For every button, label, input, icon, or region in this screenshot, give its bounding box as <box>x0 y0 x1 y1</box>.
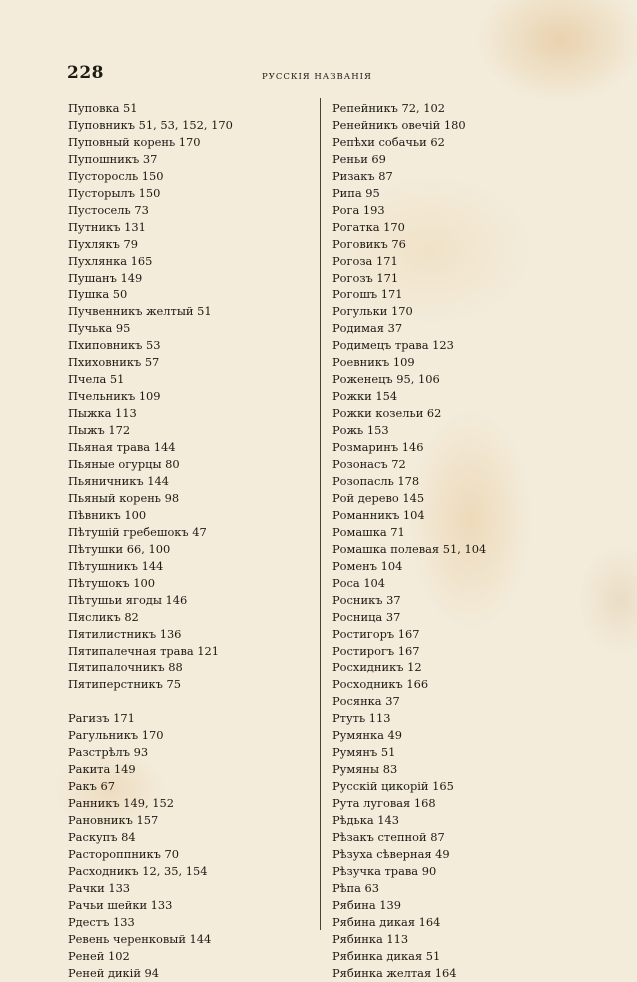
index-entry: Росникъ 37 <box>332 592 401 607</box>
section-gap <box>68 693 233 710</box>
index-entry: Румянка 49 <box>332 728 403 743</box>
index-entry: Рожки 154 <box>332 389 398 404</box>
index-entry: Пуповникъ 51, 53, 152, 170 <box>68 117 233 132</box>
index-entry: Рожки козельи 62 <box>332 406 442 421</box>
index-entry: Реней 102 <box>68 948 130 963</box>
index-entry: Пусторылъ 150 <box>68 185 161 200</box>
index-entry: Пясликъ 82 <box>68 609 139 624</box>
index-entry: Рожь 153 <box>332 423 389 438</box>
index-entry: Пятипалочникъ 88 <box>68 660 183 675</box>
index-entry: Рагульникъ 170 <box>68 728 164 743</box>
index-entry: Родимецъ трава 123 <box>332 338 454 353</box>
index-entry: Рябина дикая 164 <box>332 914 441 929</box>
index-entry: Ромашка полевая 51, 104 <box>332 541 487 556</box>
index-entry: Пятиперстникъ 75 <box>68 677 181 692</box>
index-entry: Рѣзуха сѣверная 49 <box>332 846 450 861</box>
index-entry: Русскій цикорій 165 <box>332 779 454 794</box>
index-entry: Рогошъ 171 <box>332 287 403 302</box>
index-entry: Рдестъ 133 <box>68 914 135 929</box>
index-entry: Рипа 95 <box>332 185 380 200</box>
index-entry: Пхиповникъ 53 <box>68 338 161 353</box>
index-entry: Рябинка желтая 164 <box>332 965 457 980</box>
column-divider <box>320 98 321 930</box>
index-entry: Пчельникъ 109 <box>68 389 161 404</box>
index-entry: Разстрѣлъ 93 <box>68 745 149 760</box>
index-entry: Росянка 37 <box>332 694 400 709</box>
index-entry: Пыжъ 172 <box>68 423 131 438</box>
right-index-column <box>332 100 486 982</box>
index-entry: Ромашка 71 <box>332 524 405 539</box>
index-entry: Пуповный корень 170 <box>68 134 201 149</box>
index-entry: Рогатка 170 <box>332 219 405 234</box>
index-entry: Рачьи шейки 133 <box>68 897 173 912</box>
index-entry: Раскупъ 84 <box>68 829 136 844</box>
index-entry: Пухлянка 165 <box>68 253 153 268</box>
index-entry: Пушанъ 149 <box>68 270 143 285</box>
running-head: РУССКІЯ НАЗВАНІЯ <box>262 72 372 82</box>
index-entry: Репейникъ 72, 102 <box>332 101 445 115</box>
index-entry: Ракъ 67 <box>68 779 115 794</box>
index-entry: Пусторосль 150 <box>68 168 164 183</box>
index-entry: Пьяный корень 98 <box>68 490 180 505</box>
index-entry: Пушка 50 <box>68 287 128 302</box>
index-entry: Путникъ 131 <box>68 219 146 234</box>
index-entry: Росхидникъ 12 <box>332 660 422 675</box>
index-entry: Пухлякъ 79 <box>68 236 138 251</box>
index-entry: Роженецъ 95, 106 <box>332 372 440 387</box>
index-entry: Пуповка 51 <box>68 101 138 115</box>
index-entry: Рановникъ 157 <box>68 813 159 828</box>
index-entry: Рога 193 <box>332 202 385 217</box>
index-entry: Роевникъ 109 <box>332 355 415 370</box>
index-entry: Ростигоръ 167 <box>332 626 420 641</box>
index-entry: Пучвенникъ желтый 51 <box>68 304 212 319</box>
index-entry: Пыжка 113 <box>68 406 137 421</box>
index-entry: Пятипалечная трава 121 <box>68 643 220 658</box>
index-entry: Пьяные огурцы 80 <box>68 457 180 472</box>
index-entry: Пѣвникъ 100 <box>68 507 147 522</box>
index-entry: Румяны 83 <box>332 762 398 777</box>
index-entry: Пятилистникъ 136 <box>68 626 182 641</box>
index-entry: Рагизъ 171 <box>68 711 135 726</box>
index-entry: Румянъ 51 <box>332 745 396 760</box>
index-entry: Пьяная трава 144 <box>68 440 176 455</box>
index-entry: Реней дикій 94 <box>68 965 160 980</box>
index-entry: Репѣхи собачьи 62 <box>332 134 445 149</box>
index-entry: Росходникъ 166 <box>332 677 429 692</box>
page-number: 228 <box>67 63 104 83</box>
index-entry: Рачки 133 <box>68 880 131 895</box>
index-entry: Пѣтушки 66, 100 <box>68 541 171 556</box>
index-entry: Рогозъ 171 <box>332 270 399 285</box>
index-entry: Роменъ 104 <box>332 558 403 573</box>
index-entry: Пустосель 73 <box>68 202 149 217</box>
index-entry: Роговикъ 76 <box>332 236 406 251</box>
show-through-text <box>480 95 630 925</box>
index-entry: Ренейникъ овечій 180 <box>332 117 466 132</box>
index-entry: Рѣпа 63 <box>332 880 380 895</box>
index-entry: Ракита 149 <box>68 762 136 777</box>
left-index-column <box>68 100 233 982</box>
index-entry: Пучька 95 <box>68 321 131 336</box>
index-entry: Ртуть 113 <box>332 711 391 726</box>
index-entry: Реньи 69 <box>332 151 386 166</box>
index-entry: Ростирогъ 167 <box>332 643 420 658</box>
index-entry: Пчела 51 <box>68 372 125 387</box>
index-entry: Розопасль 178 <box>332 473 420 488</box>
index-entry: Романникъ 104 <box>332 507 425 522</box>
index-entry: Рѣдька 143 <box>332 813 400 828</box>
index-entry: Ревень черенковый 144 <box>68 931 212 946</box>
index-entry: Родимая 37 <box>332 321 403 336</box>
index-entry: Рой дерево 145 <box>332 490 425 505</box>
index-entry: Пупошникъ 37 <box>68 151 158 166</box>
index-entry: Роса 104 <box>332 575 386 590</box>
index-entry: Пѣтушокъ 100 <box>68 575 155 590</box>
index-entry: Рѣзакъ степной 87 <box>332 829 445 844</box>
index-entry: Рябинка дикая 51 <box>332 948 441 963</box>
index-entry: Ранникъ 149, 152 <box>68 796 174 811</box>
index-entry: Рогоза 171 <box>332 253 398 268</box>
index-entry: Рябинка 113 <box>332 931 409 946</box>
index-entry: Пѣтушьи ягоды 146 <box>68 592 188 607</box>
index-entry: Рогульки 170 <box>332 304 413 319</box>
index-entry: Росница 37 <box>332 609 401 624</box>
index-entry: Пхиховникъ 57 <box>68 355 160 370</box>
index-entry: Пѣтушій гребешокъ 47 <box>68 524 207 539</box>
index-entry: Пѣтушникъ 144 <box>68 558 164 573</box>
index-entry: Розонасъ 72 <box>332 457 406 472</box>
index-entry: Ризакъ 87 <box>332 168 393 183</box>
index-entry: Рѣзучка трава 90 <box>332 863 437 878</box>
index-entry: Рута луговая 168 <box>332 796 436 811</box>
index-entry: Растороппникъ 70 <box>68 846 179 861</box>
index-entry: Расходникъ 12, 35, 154 <box>68 863 208 878</box>
index-entry: Розмаринъ 146 <box>332 440 424 455</box>
index-entry: Пьяничникъ 144 <box>68 473 169 488</box>
index-entry: Рябина 139 <box>332 897 402 912</box>
